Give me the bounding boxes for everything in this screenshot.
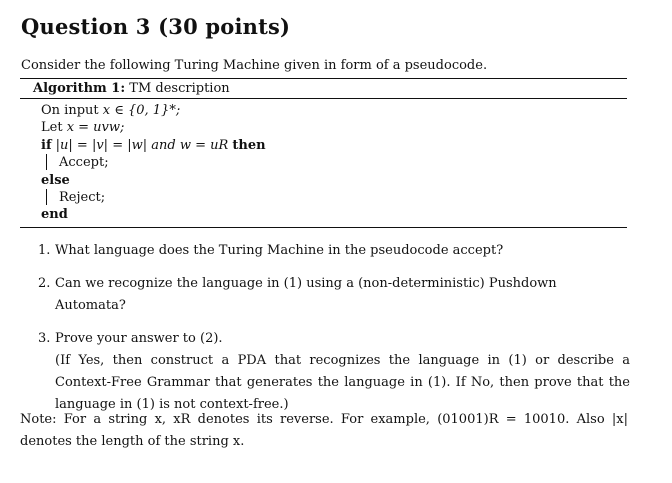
algo-kw-else: else: [41, 172, 70, 188]
algorithm-caption: [20, 79, 627, 98]
list-item-subtext: (If Yes, then construct a PDA that recognizes the language in (1) or describe a Context-Free Grammar that generates the language in (1). If No, then prove that the language in (1) is not context-free.): [55, 353, 630, 412]
question-title: Question 3 (30 points): [21, 14, 291, 39]
algo-kw-end: end: [41, 207, 68, 223]
algo-line-input: [41, 102, 627, 119]
algo-line-let: [41, 119, 627, 136]
algorithm-caption-text: TM description: [129, 81, 230, 96]
list-item-text: Prove your answer to (2).: [55, 331, 223, 346]
algo-let-math: x = uvw;: [66, 120, 125, 136]
algo-input-math: x ∈ {0, 1}*;: [102, 103, 181, 118]
algorithm-box: [20, 78, 627, 228]
list-item: [38, 273, 630, 317]
algorithm-bottom-rule: [20, 227, 627, 228]
algorithm-body: [20, 99, 627, 227]
list-item-text: What language does the Turing Machine in the pseudocode accept?: [55, 243, 504, 258]
algo-input-prefix: On input: [41, 103, 103, 118]
algo-kw-if: if: [41, 137, 52, 153]
algo-if-condition: |u| = |v| = |w| and w = uR: [55, 137, 229, 153]
algo-kw-then: then: [232, 137, 266, 153]
algo-line-else: [41, 172, 627, 189]
algo-line-if: [41, 137, 627, 154]
algo-line-end: [41, 206, 627, 223]
list-item-number: 3.: [38, 331, 51, 346]
list-item-number: 1.: [38, 243, 51, 258]
list-item-text: Can we recognize the language in (1) using a (non-deterministic) Pushdown Automata?: [55, 276, 557, 313]
list-item-number: 2.: [38, 276, 51, 291]
algorithm-label: Algorithm 1:: [33, 81, 126, 96]
list-item: [38, 328, 630, 416]
question-list: [38, 240, 630, 416]
footnote: Note: For a string x, xR denotes its reverse. For example, (01001)R = 10010. Also |x| denotes the length of the string x.: [20, 412, 628, 449]
question-intro: Consider the following Turing Machine given in form of a pseudocode.: [21, 58, 488, 73]
algo-reject: Reject;: [46, 189, 105, 205]
algo-let-prefix: Let: [41, 120, 67, 136]
algo-line-accept: [41, 154, 627, 171]
algo-line-reject: [41, 189, 627, 206]
list-item: [38, 240, 630, 262]
algo-accept: Accept;: [46, 154, 109, 170]
